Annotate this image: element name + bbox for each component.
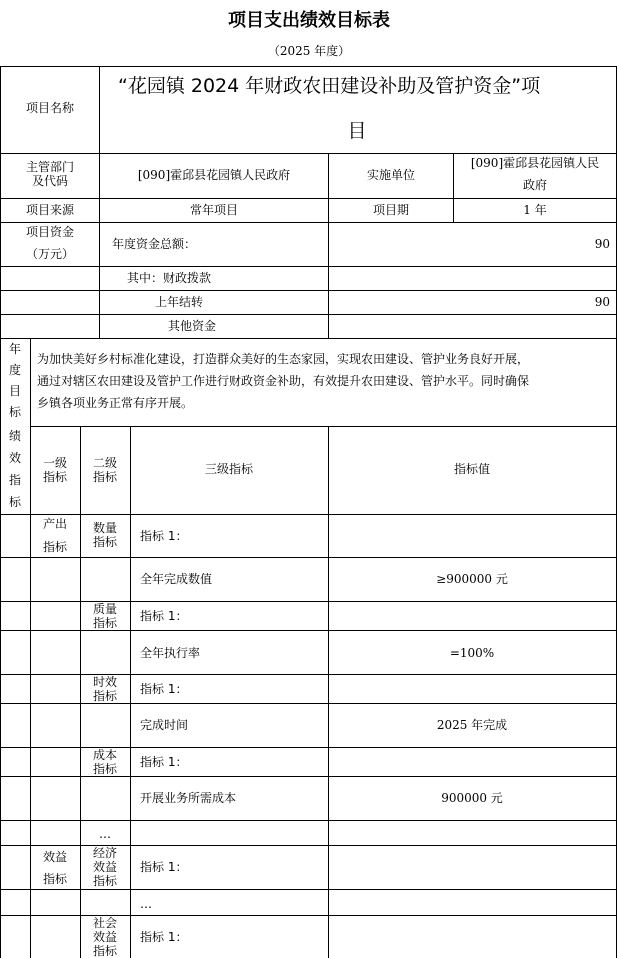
quantity-indicator-label-cont: 指标 (92, 535, 118, 549)
cost-indicator-label-cont: 指标 (92, 762, 118, 776)
grid-line (0, 514, 617, 515)
project-name-label: 项目名称 (25, 101, 75, 115)
level2-header: 二级 (92, 456, 118, 470)
grid-line (80, 426, 81, 958)
grid-line (0, 66, 617, 67)
quality-item: 指标 1： (140, 609, 188, 623)
timeliness-item: 指标 1： (140, 682, 188, 696)
cost-item: 指标 1： (140, 755, 188, 769)
social-indicator-label-cont: 效益 (92, 930, 118, 944)
impl-value: [090]霍邱县花园镇人民 (470, 156, 600, 170)
period-label: 项目期 (372, 203, 410, 217)
fund-total-value: 90 (594, 237, 610, 251)
social-indicator-label: 社会 (92, 916, 118, 930)
project-name-value-cont: 目 (347, 120, 367, 142)
output-indicator-label: 产出 (42, 517, 68, 531)
page-title: 项目支出绩效目标表 (228, 10, 390, 31)
annual-goal-label-char: 标 (8, 405, 22, 419)
quality-value: =100% (449, 646, 495, 660)
annual-goal-text: 通过对辖区农田建设及管护工作进行财政资金补助，有效提升农田建设、管护水平。同时确保 (37, 374, 530, 388)
ellipsis-row: … (99, 827, 111, 841)
grid-line (0, 66, 1, 958)
fund-total-label: 年度资金总额： (112, 237, 197, 251)
level1-header-cont: 指标 (42, 470, 68, 484)
grid-line (0, 153, 617, 154)
grid-line (0, 222, 617, 223)
grid-line (0, 889, 617, 890)
timeliness-name: 完成时间 (140, 718, 189, 732)
grid-line (0, 630, 617, 631)
grid-line (328, 426, 329, 958)
timeliness-value: 2025 年完成 (436, 718, 508, 732)
dept-value: [090]霍邱县花园镇人民政府 (137, 168, 291, 182)
year-label: （2025 年度） (267, 44, 351, 58)
annual-goal-label-char: 度 (8, 363, 22, 377)
fund-fiscal-label: 其中：财政拨款 (127, 271, 212, 285)
fund-label-cont: （万元） (25, 247, 75, 261)
grid-line (30, 338, 31, 958)
grid-line (328, 153, 329, 222)
timeliness-indicator-label-cont: 指标 (92, 689, 118, 703)
grid-line (0, 266, 617, 267)
annual-goal-text: 为加快美好乡村标准化建设，打造群众美好的生态家园，实现农田建设、管护业务良好开展， (37, 352, 530, 366)
quality-name: 全年执行率 (140, 646, 201, 660)
grid-line (99, 66, 100, 338)
quantity-item: 指标 1： (140, 529, 188, 543)
source-value: 常年项目 (189, 203, 239, 217)
impl-label: 实施单位 (366, 168, 416, 182)
fund-label: 项目资金 (25, 225, 75, 239)
grid-line (0, 338, 617, 339)
economic-indicator-label-cont: 效益 (92, 860, 118, 874)
project-name-value: “花园镇 2024 年财政农田建设补助及管护资金”项 (118, 75, 541, 97)
perf-label-char: 指 (8, 473, 22, 487)
level1-header: 一级 (42, 456, 68, 470)
grid-line (0, 703, 617, 704)
perf-label-char: 效 (8, 451, 22, 465)
grid-line (30, 426, 617, 427)
grid-line (0, 290, 617, 291)
grid-line (0, 776, 617, 777)
quantity-name: 全年完成数值 (140, 572, 213, 586)
annual-goal-label-char: 年 (8, 342, 22, 356)
benefit-indicator-label: 效益 (42, 850, 68, 864)
fund-carry-value: 90 (594, 295, 610, 309)
fund-carry-label: 上年结转 (155, 295, 204, 309)
economic-indicator-label-cont: 指标 (92, 874, 118, 888)
quantity-value: ≥900000 元 (436, 572, 508, 586)
annual-goal-text: 乡镇各项业务正常有序开展。 (37, 396, 194, 410)
quantity-indicator-label: 数量 (92, 521, 118, 535)
benefit-indicator-label-cont: 指标 (42, 872, 68, 886)
quality-indicator-label: 质量 (92, 602, 118, 616)
cost-value: 900000 元 (441, 791, 503, 805)
grid-line (453, 153, 454, 222)
dept-label: 主管部门 (25, 160, 75, 174)
value-header: 指标值 (453, 462, 491, 476)
impl-value-cont: 政府 (522, 178, 548, 192)
cost-name: 开展业务所需成本 (140, 791, 237, 805)
social-item: 指标 1： (140, 930, 188, 944)
cost-indicator-label: 成本 (92, 748, 118, 762)
ellipsis-row: … (140, 897, 152, 911)
grid-line (130, 426, 131, 958)
grid-line (0, 820, 617, 821)
timeliness-indicator-label: 时效 (92, 675, 118, 689)
perf-label-char: 绩 (8, 429, 22, 443)
perf-label-char: 标 (8, 495, 22, 509)
output-indicator-label-cont: 指标 (42, 540, 68, 554)
quality-indicator-label-cont: 指标 (92, 616, 118, 630)
source-label: 项目来源 (25, 203, 75, 217)
grid-line (0, 198, 617, 199)
dept-label-cont: 及代码 (31, 174, 69, 188)
economic-item: 指标 1： (140, 860, 188, 874)
fund-other-label: 其他资金 (168, 319, 217, 333)
annual-goal-label-char: 目 (8, 384, 22, 398)
grid-line (328, 222, 329, 338)
social-indicator-label-cont: 指标 (92, 944, 118, 958)
level3-header: 三级指标 (204, 462, 254, 476)
grid-line (0, 557, 617, 558)
level2-header-cont: 指标 (92, 470, 118, 484)
economic-indicator-label: 经济 (92, 846, 118, 860)
period-value: 1 年 (523, 203, 547, 217)
grid-line (0, 314, 617, 315)
